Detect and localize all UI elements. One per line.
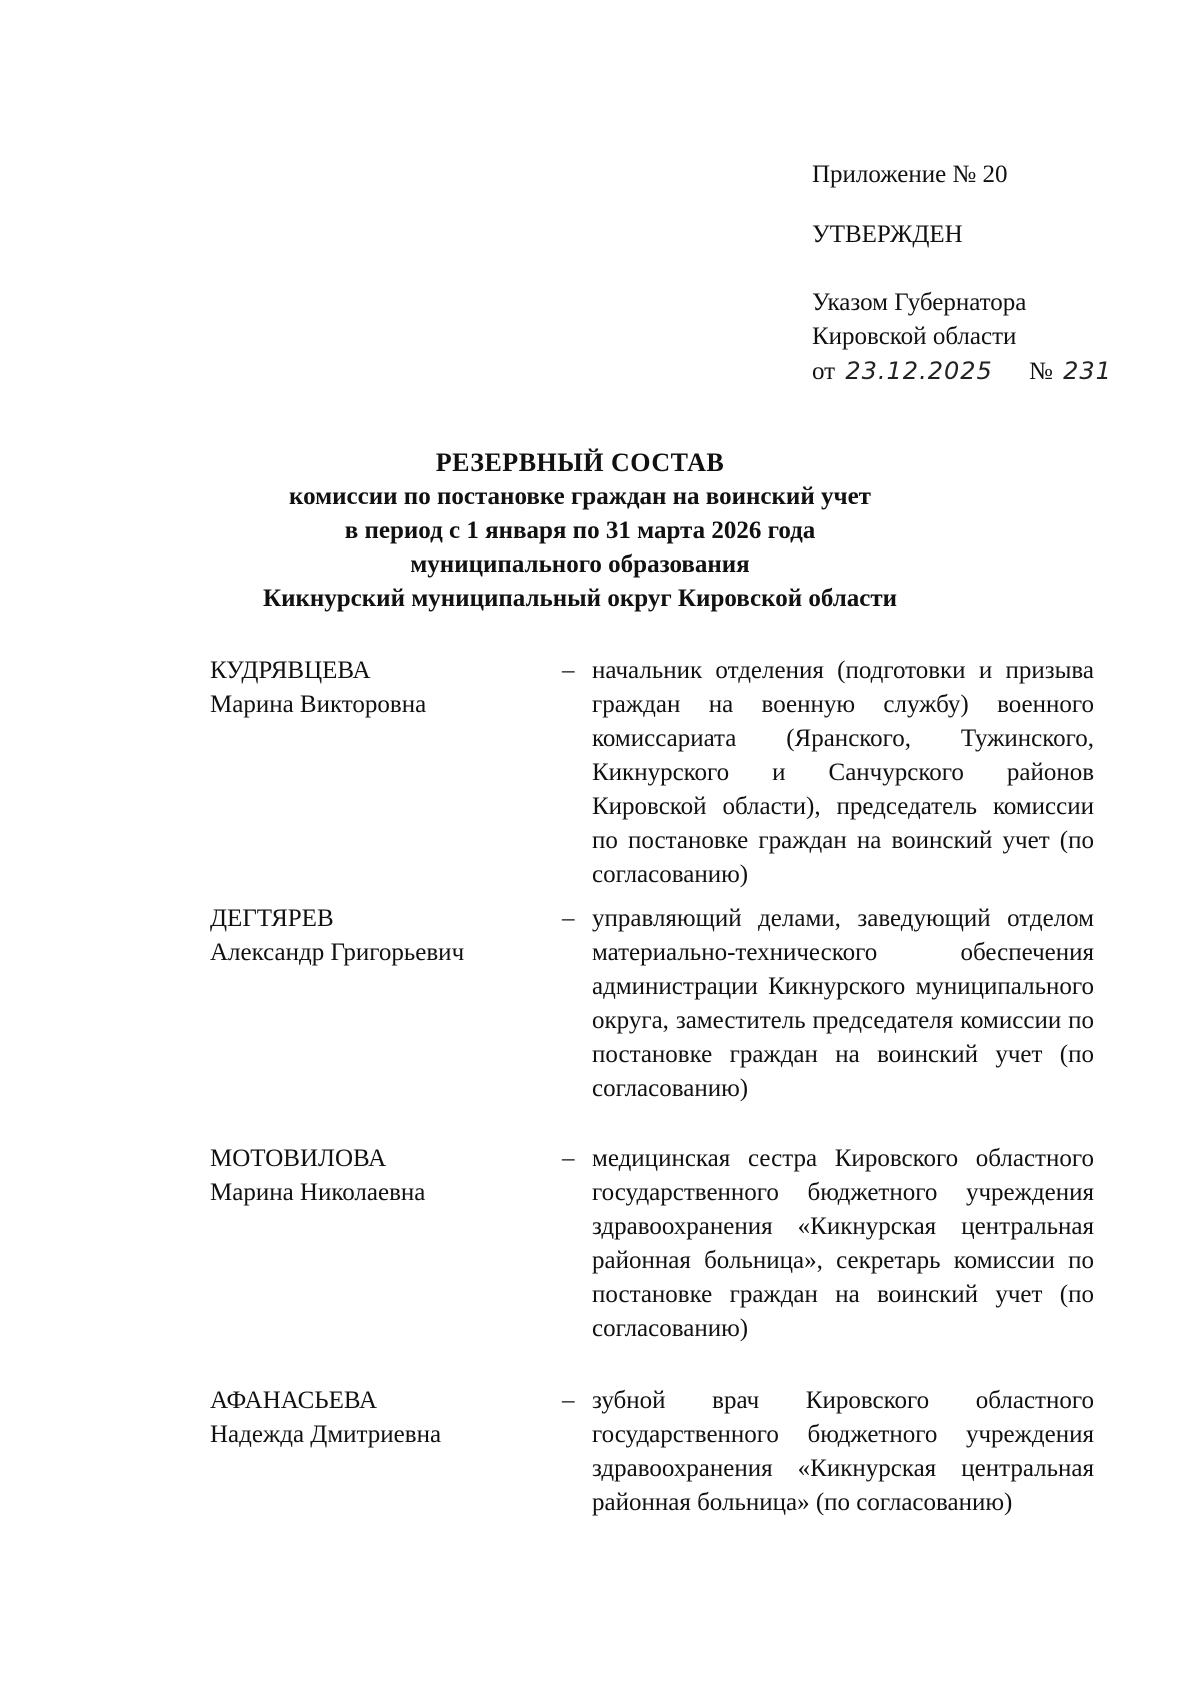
handwritten-date: 23.12.2025 xyxy=(845,357,993,385)
decree-line-1: Указом Губернатора xyxy=(812,289,1027,316)
approved-label: УТВЕРЖДЕН xyxy=(812,221,963,248)
member-given-names: Марина Николаевна xyxy=(210,1179,426,1206)
member-surname: КУДРЯВЦЕВА xyxy=(210,657,371,684)
member-given-names: Надежда Дмитриевна xyxy=(210,1421,442,1448)
member-entry xyxy=(210,654,1130,902)
member-dash: – xyxy=(562,1387,575,1414)
member-entry xyxy=(210,902,1130,1142)
member-surname: ДЕГТЯРЕВ xyxy=(210,905,334,932)
document-title xyxy=(200,446,960,616)
member-role: медицинская сестра Кировского областного государственного бюджетного учреждения здравоохранения «Кикнурская центральная районная больница», секретарь комиссии по постановке граждан на воинский учет (по согласованию) xyxy=(592,1145,1094,1342)
title-line-4: муниципального образования xyxy=(410,551,750,578)
member-name xyxy=(210,1142,550,1210)
member-surname: АФАНАСЬЕВА xyxy=(210,1387,378,1414)
appendix-number: Приложение № 20 xyxy=(812,161,1008,188)
member-role: начальник отделения (подготовки и призыва граждан на военную службу) военного комиссариата (Яранского, Тужинского, Кикнурского и Санчурского районов Кировской области), председатель комиссии по постановке граждан на воинский учет (по согласованию) xyxy=(592,657,1094,888)
decree-line-2: Кировской области xyxy=(812,323,1017,350)
member-name xyxy=(210,902,550,970)
member-dash: – xyxy=(562,905,575,932)
member-name xyxy=(210,1384,550,1452)
member-role: управляющий делами, заведующий отделом материально-технического обеспечения администрации Кикнурского муниципального округа, заместитель председателя комиссии по постановке граждан на воинский учет (по согласованию) xyxy=(592,905,1094,1102)
title-line-1: РЕЗЕРВНЫЙ СОСТАВ xyxy=(435,448,725,477)
member-list xyxy=(210,654,1130,1520)
number-label: № xyxy=(1029,358,1053,385)
member-given-names: Марина Викторовна xyxy=(210,691,427,718)
title-line-2: комиссии по постановке граждан на воинский учет xyxy=(289,483,871,510)
date-prefix: от xyxy=(812,358,836,385)
member-entry xyxy=(210,1384,1130,1520)
member-name xyxy=(210,654,550,722)
member-dash: – xyxy=(562,657,575,684)
title-line-5: Кикнурский муниципальный округ Кировской области xyxy=(262,585,898,612)
member-given-names: Александр Григорьевич xyxy=(210,939,465,966)
title-line-3: в период с 1 января по 31 марта 2026 года xyxy=(344,517,816,544)
approval-stamp-block xyxy=(812,158,1116,389)
member-surname: МОТОВИЛОВА xyxy=(210,1145,387,1172)
member-entry xyxy=(210,1142,1130,1384)
member-role: зубной врач Кировского областного государственного бюджетного учреждения здравоохранения «Кикнурская центральная районная больница» (по согласованию) xyxy=(592,1387,1094,1516)
decree-date-line xyxy=(812,354,1116,389)
member-dash: – xyxy=(562,1145,575,1172)
handwritten-number: 231 xyxy=(1063,357,1112,385)
